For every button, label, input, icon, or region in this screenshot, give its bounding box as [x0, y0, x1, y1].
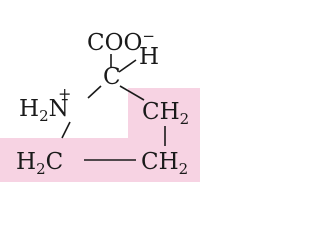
ring-ch2-right-label: $CH_2$: [142, 99, 190, 128]
ring-h2c-label: $H_2C$: [16, 149, 64, 178]
bond-c-h: [119, 60, 136, 72]
bond-c-n: [88, 86, 101, 98]
alpha-carbon-label: C: [103, 64, 121, 90]
amine-charge: +: [58, 84, 72, 103]
amine-label: $H_2N$: [19, 96, 69, 125]
alpha-hydrogen-label: H: [139, 44, 160, 70]
bond-n-h2c: [62, 122, 70, 138]
ring-ch2-bottom-label: $CH_2$: [141, 149, 189, 178]
carboxylate-label: COO−: [87, 27, 155, 56]
